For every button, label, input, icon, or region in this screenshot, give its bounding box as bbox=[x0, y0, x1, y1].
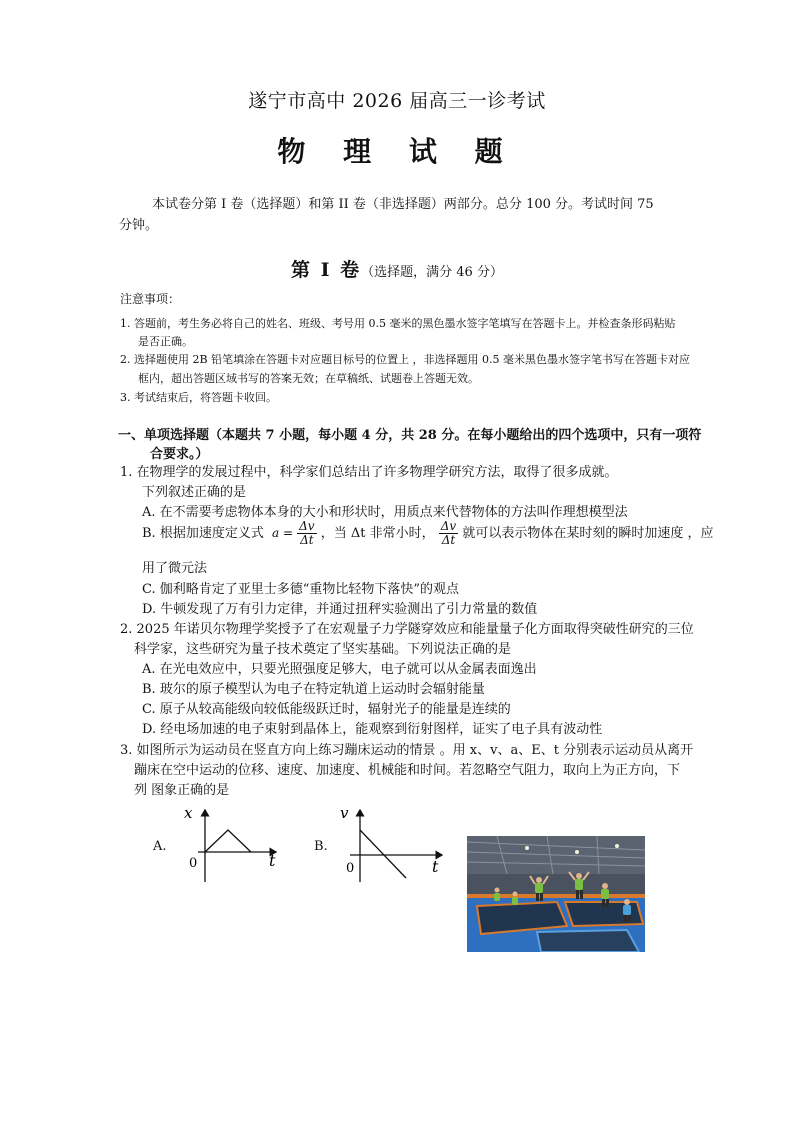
graph-b-x-label: t bbox=[432, 857, 439, 876]
intro-line-2: 分钟。 bbox=[119, 218, 159, 233]
q3-graph-b-label: B. bbox=[314, 839, 328, 854]
trampoline-photo bbox=[467, 836, 645, 952]
q2-option-a: A. 在光电效应中，只要光照强度足够大，电子就可以从金属表面逸出 bbox=[142, 662, 537, 677]
q1-option-b-pre: B. 根据加速度定义式 bbox=[142, 526, 264, 541]
q1-stem-cont: 下列叙述正确的是 bbox=[142, 485, 247, 500]
q1-option-d: D. 牛顿发现了万有引力定律，并通过扭秤实验测出了引力常量的数值 bbox=[142, 602, 538, 617]
q2-option-b: B. 玻尔的原子模型认为电子在特定轨道上运动时会辐射能量 bbox=[142, 682, 485, 697]
q1-option-a: A. 在不需要考虑物体本身的大小和形状时，用质点来代替物体的方法叫作理想模型法 bbox=[142, 505, 628, 520]
q3-graph-a-label: A. bbox=[153, 839, 167, 854]
graph-b-origin: 0 bbox=[346, 861, 355, 876]
note-item: 框内，超出答题区域书写的答案无效；在草稿纸、试题卷上答题无效。 bbox=[138, 372, 479, 385]
trampoline-scene-illustration bbox=[467, 836, 645, 952]
q1-option-b bbox=[142, 520, 714, 547]
q2-stem: 2. 2025 年诺贝尔物理学奖授予了在宏观量子力学隧穿效应和能量量子化方面取得突破性研究的三位 bbox=[120, 622, 694, 637]
section-heading: 一、单项选择题（本题共 7 小题，每小题 4 分，共 28 分。在每小题给出的四个选项中，只有一项符 bbox=[118, 428, 702, 443]
q1-option-b-mid: ，当 Δt 非常小时， bbox=[320, 526, 435, 541]
q1-formula-num-2: Δv bbox=[440, 519, 457, 533]
subject-title: 物 理 试 题 bbox=[277, 135, 517, 168]
q1-option-c: C. 伽利略肯定了亚里士多德“重物比轻物下落快”的观点 bbox=[142, 582, 460, 597]
graph-b-line bbox=[360, 830, 406, 878]
graph-a-curve bbox=[205, 830, 251, 852]
q3-stem: 3. 如图所示为运动员在竖直方向上练习蹦床运动的情景 。用 x、v、a、E、t 分别表示运动员从离开 bbox=[120, 743, 694, 758]
q1-formula-den-2: Δt bbox=[441, 533, 456, 547]
notes-heading: 注意事项： bbox=[120, 292, 181, 306]
intro-line-1: 本试卷分第 I 卷（选择题）和第 II 卷（非选择题）两部分。总分 100 分。考试时间 75 bbox=[152, 197, 654, 212]
q2-option-d: D. 经电场加速的电子束射到晶体上，能观察到衍射图样，证实了电子具有波动性 bbox=[142, 722, 603, 737]
q1-formula-den: Δt bbox=[300, 533, 314, 547]
graph-a-origin: 0 bbox=[189, 856, 198, 871]
note-item: 是否正确。 bbox=[138, 335, 193, 348]
q3-graph-a bbox=[180, 802, 290, 892]
exam-title: 遂宁市高中 2026 届高三一诊考试 bbox=[248, 90, 546, 112]
q1-formula-lhs: a = bbox=[271, 526, 293, 540]
volume-subtitle: （选择题，满分 46 分） bbox=[361, 265, 503, 280]
q1-formula-fraction-2 bbox=[439, 520, 458, 547]
graph-a-x-label: t bbox=[269, 851, 276, 870]
q3-stem-cont: 蹦床在空中运动的位移、速度、加速度、机械能和时间。若忽略空气阻力，取向上为正方向，下 bbox=[134, 763, 681, 778]
q1-option-b-cont: 用了微元法 bbox=[142, 561, 208, 576]
q2-option-c: C. 原子从较高能级向较低能级跃迁时，辐射光子的能量是连续的 bbox=[142, 702, 511, 717]
q1-formula-num: Δv bbox=[299, 519, 315, 533]
note-item: 2. 选择题使用 2B 铅笔填涂在答题卡对应题目标号的位置上 ，非选择题用 0.5 毫米黑色墨水签字笔书写在答题卡对应 bbox=[120, 353, 691, 366]
q3-stem-cont-2: 列 图象正确的是 bbox=[134, 783, 230, 798]
q1-option-b-post: 就可以表示物体在某时刻的瞬时加速度 ，应 bbox=[462, 526, 714, 541]
note-item: 3. 考试结束后，将答题卡收回。 bbox=[120, 391, 277, 404]
volume-title: 第 Ⅰ 卷 bbox=[291, 259, 362, 281]
volume-heading bbox=[0, 255, 794, 282]
section-heading-cont: 合要求。） bbox=[150, 447, 209, 462]
q2-stem-cont: 科学家，这些研究为量子技术奠定了坚实基础。下列说法正确的是 bbox=[134, 642, 512, 657]
graph-b-y-label: v bbox=[340, 804, 349, 822]
note-item: 1. 答题前，考生务必将自己的姓名、班级、考号用 0.5 毫米的黑色墨水签字笔填写在答题卡上。并检查条形码粘贴 bbox=[120, 317, 676, 330]
q1-formula-fraction bbox=[297, 520, 316, 547]
q3-graph-b bbox=[336, 802, 448, 892]
graph-a-y-label: x bbox=[184, 804, 193, 822]
q1-stem: 1. 在物理学的发展过程中，科学家们总结出了许多物理学研究方法，取得了很多成就。 bbox=[120, 465, 618, 480]
